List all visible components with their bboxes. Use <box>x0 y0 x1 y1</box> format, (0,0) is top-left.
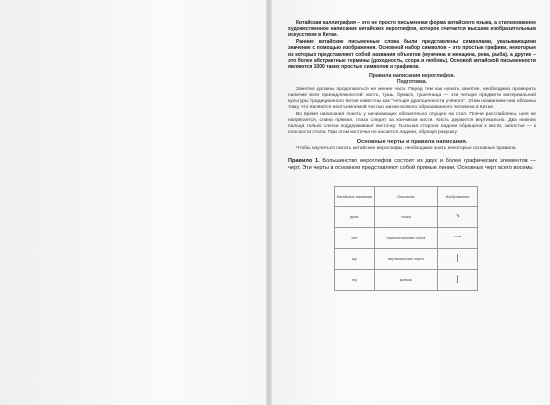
preparation-paragraph-1: Занятия должны продолжаться не менее часа. Перед тем как начать занятие, необходимо проверить наличие всех принадлежностей: кисть, тушь, бумага, тушечница — эти четыре предмета материальной культуры традиционного Китая известны как "четыре драгоценности учёного". Этим названием они обязаны тому, что являются неотъемлемой частью жизни всякого образованного человека в Китае. <box>288 86 536 111</box>
stroke-name: дянь <box>335 207 375 228</box>
rule-1-label: Правило 1. <box>288 158 320 165</box>
table-row <box>335 207 478 228</box>
section-subtitle-preparation: Подготовка. <box>397 79 427 86</box>
right-page <box>272 0 550 405</box>
intro-paragraph-1: Китайская каллиграфия – это не просто письменная форма китайского языка, а стилизованное художественное написание китайских иероглифов, которое считается высшим изобразительным искусством в Китае. <box>288 20 536 39</box>
table-row <box>335 228 478 249</box>
intro-paragraph-2: Ранние китайские письменные слова были представлены символами, указывающими значение с помощью изображения. Основной набор символов – это простые графики, некоторые из которых представляют собой названия объектов (мужчина и женщина, река, рыба), а другие – это более абстрактные термины (доходность, ссора и любовь). Основой китайской письменности являются 1000 таких простых символов и графиков. <box>288 39 536 70</box>
section-title-basic-strokes: Основные черты и правила написания. <box>356 138 468 145</box>
stroke-description: горизонтальная черта <box>374 228 437 249</box>
section-title-rules: Правила написания иероглифов. <box>369 73 455 80</box>
left-page-blank <box>0 0 268 405</box>
stroke-description: вертикальная черта <box>374 249 437 270</box>
table-row <box>335 249 478 270</box>
stroke-description: точка <box>374 207 437 228</box>
page-content <box>288 20 536 291</box>
table-header-row <box>335 187 478 207</box>
rule-1-text: Большинство иероглифов состоит из двух и более графических элементов — черт. Эти черты в основном представляют собой прямые линии. Основных черт всего восемь: <box>288 158 536 172</box>
strokes-table-wrapper <box>334 186 478 291</box>
basic-strokes-paragraph: Чтобы научиться писать китайские иероглифы, необходимо знать некоторые основные правила. <box>296 145 517 151</box>
rule-1 <box>288 158 536 172</box>
hook-stroke-glyph: 亅 <box>438 270 478 291</box>
dot-stroke-glyph: 丶 <box>438 207 478 228</box>
strokes-table <box>334 186 478 291</box>
stroke-description: крючок <box>374 270 437 291</box>
stroke-name: гоу <box>335 270 375 291</box>
stroke-name: шу <box>335 249 375 270</box>
header-chinese-name: Китайское название <box>335 187 375 207</box>
horizontal-stroke-glyph: 一 <box>438 228 478 249</box>
header-image: Изображение <box>438 187 478 207</box>
preparation-paragraph-2: Во время написания локоть у начинающих обязательно опущен на стол. Плечи расслаблены, шея не напрягается, спина прямая, глаза следят за кончиком кисти. Кисть держится вертикально. Два нижних пальца только слегка поддерживают кисточку. Тыльная сторона ладони обращена к кисти, запястье — к плоскости стола. При этом кисточка не касается ладони, образуя ракушку. <box>288 111 536 136</box>
stroke-name: хэн <box>335 228 375 249</box>
table-row <box>335 270 478 291</box>
header-description: Описание <box>374 187 437 207</box>
vertical-stroke-glyph: 丨 <box>438 249 478 270</box>
